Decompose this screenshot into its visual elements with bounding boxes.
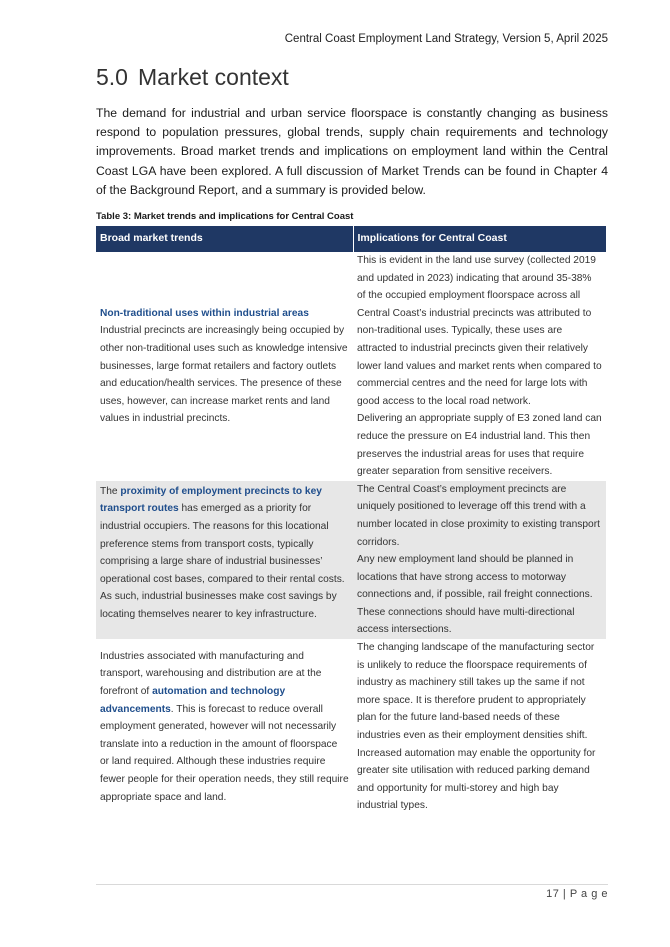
page-number: 17 | P a g e xyxy=(546,888,608,900)
implication-paragraph: The Central Coast’s employment precincts are uniquely positioned to leverage off this trend with a number located in close proximity to existing transport corridors. xyxy=(357,483,600,548)
section-title-text: Market context xyxy=(137,64,289,90)
trend-text: Industrial precincts are increasingly being occupied by other non-traditional uses such as knowledge intensive businesses, large format retailers and factory outlets and education/health services. The presence of these uses, however, can increase market rents and land values in industrial precincts. xyxy=(100,325,348,425)
implication-paragraph: This is evident in the land use survey (collected 2019 and updated in 2023) indicating that around 35-38% of the occupied employment floorspace across all Central Coast’s industrial precincts was attributed to non-traditional uses. Typically, these uses are attracted to industrial precincts given their relatively lower land values and market rents when compared to commercial centres and the need for large lots with good access to the local road network. xyxy=(357,255,602,407)
section-title xyxy=(96,64,289,91)
implication-cell xyxy=(353,639,606,815)
trend-cell xyxy=(96,252,353,481)
market-trends-table xyxy=(96,226,606,815)
document-header: Central Coast Employment Land Strategy, Version 5, April 2025 xyxy=(284,33,608,45)
implication-paragraph: Increased automation may enable the opportunity for greater site utilisation with reduced parking demand and opportunity for multi-storey and high bay industrial types. xyxy=(357,747,596,812)
footer-divider xyxy=(96,884,608,885)
trend-cell xyxy=(96,639,353,815)
table-row xyxy=(96,481,606,639)
trend-highlight: proximity of employment precincts to key transport routes xyxy=(100,485,322,515)
trend-text-post: has emerged as a priority for industrial occupiers. The reasons for this locational preference stems from transport costs, typically comprising a large share of industrial businesses’ operational cost bases, compared to their rental costs. As such, industrial businesses make cost savings by locating themselves nearer to key infrastructure. xyxy=(100,503,345,620)
section-number: 5.0 xyxy=(96,64,128,90)
table-row xyxy=(96,252,606,481)
trend-heading: Non-traditional uses within industrial areas xyxy=(100,307,309,319)
implication-paragraph: Delivering an appropriate supply of E3 zoned land can reduce the pressure on E4 industrial land. This then preserves the industrial areas for uses that require greater separation from sensitive receivers. xyxy=(357,413,602,478)
trend-cell xyxy=(96,481,353,639)
table-header-row xyxy=(96,226,606,252)
trend-text-pre: Industries associated with manufacturing and transport, warehousing and distribution are at the forefront of xyxy=(100,650,322,698)
trend-text-pre: The xyxy=(100,485,121,497)
trend-text-post: . This is forecast to reduce overall employment generated, however will not necessarily translate into a reduction in the amount of floorspace or land required. Although these industries require fewer people for their operation needs, they still require appropriate space and land. xyxy=(100,703,349,803)
implication-paragraph: The changing landscape of the manufacturing sector is unlikely to reduce the floorspace requirements of industry as machinery still takes up the same if not more space. It is therefore prudent to appropriately plan for the future land-based needs of these industries even as their employment densities shift. xyxy=(357,642,595,742)
column-header-implications: Implications for Central Coast xyxy=(353,226,606,252)
implication-cell xyxy=(353,252,606,481)
implication-paragraph: Any new employment land should be planned in locations that have strong access to motorway connections and, if possible, rail freight connections. These connections should have multi-directional access intersections. xyxy=(357,554,593,636)
column-header-trends: Broad market trends xyxy=(96,226,353,252)
table-row xyxy=(96,639,606,815)
trend-highlight: automation and technology advancements xyxy=(100,686,286,715)
implication-cell xyxy=(353,481,606,639)
intro-paragraph: The demand for industrial and urban service floorspace is constantly changing as business respond to population pressures, global trends, supply chain requirements and technology improvements. Broad market trends and implications on employment land within the Central Coast LGA have been explored. A full discussion of Market Trends can be found in Chapter 4 of the Background Report, and a summary is provided below. xyxy=(96,106,608,197)
table-caption: Table 3: Market trends and implications for Central Coast xyxy=(96,211,354,222)
